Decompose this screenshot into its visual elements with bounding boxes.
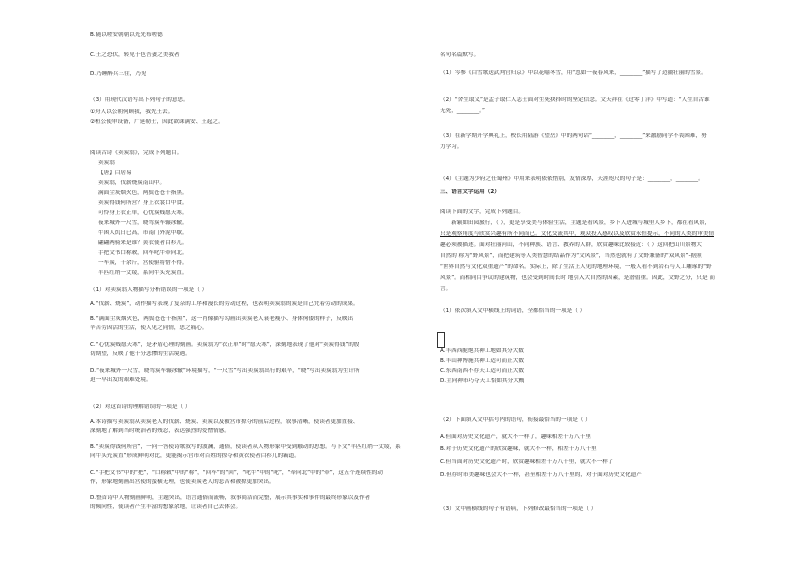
q2-option-d: D.整首诗中人物刻画鲜明，主题突出，语言通俗而流畅，叙事简洁而完整，展示其事实和事件的最终形象以及作者 xyxy=(90,495,371,501)
dictation-1: （1）岑参《白雪歌送武判官归京》中以花喻冬雪，用“忽如一夜春风来，________”描写了边疆壮丽的雪景。 xyxy=(440,70,707,76)
option-c: C.王之恐伏，转见于色吾妻之美我者 xyxy=(90,52,180,58)
poem-line: 可怜身上衣正单，心忧炭贱愿天寒。 xyxy=(98,210,188,216)
reading-intro: 阅读古诗《卖炭翁》，完成下列题目。 xyxy=(90,150,183,156)
passage-line: 风景”。而相同目争议的建筑物，也会受到时间长时 地引入大自然的因素，是潜倡重。因此，文野之分，只是 而 xyxy=(440,275,715,281)
q1-option-b: B.“满面尘灰烟火色，两鬓苍苍十指黑”，这一肖像描写勾画出卖炭老人衰老瘦小、身体佝偻的样子，反映出 xyxy=(90,316,354,322)
poem-line: 夜来城外一尺雪，晓驾炭车辗冰辙。 xyxy=(98,220,188,226)
answer-box xyxy=(437,332,445,348)
qa-option-b: B.丰山神博施共神工适可而止大数 xyxy=(440,358,524,364)
question-3-item-2: ②桓公使审设备，广延勒士，因此欲诛满安、王起之。 xyxy=(90,119,224,125)
poem-line: 【唐】白居易 xyxy=(98,170,132,176)
poem-line: 半匹红绡一丈绫，系向牛头充炭直。 xyxy=(98,270,188,276)
q2-option-c-cont: 作，形象地刻画出宫使的蛮横无理，也使卖炭老人的悲苦和被掠更加突出。 xyxy=(90,479,275,485)
qa-option-a: A.丰西西脆饱共神工地如其分大数 xyxy=(440,348,524,354)
question-b-title: （2）下面填入文中括号内的语句，衔接最恰当的一项是（ ） xyxy=(440,417,591,423)
poem-line: 手把文书口称敕，回车叱牛牵向北。 xyxy=(98,250,188,256)
passage-line: 自然的 称为“野风景”，而把建筑等人类智慧的结晶作为“文风景”，当然也就有了文野兼备的“双风景”-据照 xyxy=(440,253,702,259)
qa-option-d: D.主向神市巧夺天工恰如其分大概 xyxy=(440,378,525,384)
dictation-2: （2）“舍生取义”是孟子取仁人志士面对生死抉择时的坚定信念。文天祥在《过零丁洋》中写道：“人生自古谁 xyxy=(440,97,710,103)
passage-intro: 阅读下面的文字，完成下列题目。 xyxy=(440,209,524,215)
q2-option-a: A.本诗描写卖炭翁从卖炭老人的伐薪、烧炭、卖炭以及被宫市掠夺的前后过程，叙事清晰，使读者更加直接、 xyxy=(90,419,359,425)
q2-option-d-cont: 的倾向性，使读者产生丰富的想象余地，让读者自己去体会。 xyxy=(90,504,242,510)
qb-option-b: B.对于历史文化遗产的欣赏趣味，就大不一样，相差十万八千里 xyxy=(440,446,597,452)
section-dictation-title: 名句名篇默写。 xyxy=(440,52,480,58)
dictation-4: （4）《主题为少府之任蜀州》中用来表明依依惜别，友情深厚，天涯咫尺的句子是：________，________。 xyxy=(440,176,704,182)
option-d: D.乃睡醉兵三往，乃见 xyxy=(90,71,147,77)
poem-line: 卖炭得钱何所营？身上衣裳口中食。 xyxy=(98,200,188,206)
poem-line: 牛困人饥日已高，市南门外泥中歇。 xyxy=(98,230,188,236)
question-2-title: （2）对这首诗的理解错误的一项是（ ） xyxy=(90,404,191,410)
q1-option-c-cont: 切期望，反映了他十分悲惨的生活境遇。 xyxy=(90,351,191,357)
question-3-title: （3）用现代汉语写出下列句子的意思。 xyxy=(90,97,189,103)
q1-option-a: A.“伐薪、烧炭”，动作描写表现了复杂的工序和漫长的劳动过程，也表明卖炭翁的炭是自己凭着劳动的成果。 xyxy=(90,301,359,307)
passage-line: 新颖如田园旅行，（ ），更是享受美与体验生活，主题是看风景，乡下人进城与城里人乡下，都在看风景， xyxy=(440,220,711,226)
dictation-2-cont: 无死，________。” xyxy=(440,108,485,114)
passage-line-underlined: 只是观察角度与欣赏兴趣有所不同而已。文化交流其中，观众投入感叹以及欣赏永恒提示，不同的人类的审美情 xyxy=(440,231,715,237)
qb-option-d: D.但存时市美趣味也会大不一样，甚至相差十万八千里的，对于面对历史文化遗产 xyxy=(440,472,642,478)
passage-line: 言。 xyxy=(440,286,452,292)
dictation-3-cont: 力学习。 xyxy=(440,144,463,150)
poem-line: 翩翩两骑来是谁？黄衣使者白衫儿。 xyxy=(98,240,188,246)
q2-option-c: C.“手把文书”中的“把”，“口称敕”中的“称”，“回车”的“回”，“叱牛”中的“叱”，“牵向北”中的“牵”，这五个连续性的动 xyxy=(90,470,383,476)
poem-line: 满面尘灰烟火色，两鬓苍苍十指黑。 xyxy=(98,190,188,196)
question-a-title: （1）依次填入文中横线上的词语，全都恰当的一项是（ ） xyxy=(440,308,586,314)
passage-line: 趣必须被描述。面对壮丽河山，不同种族、语言、教养的人群，欣赏趣味比较接近：（ ）这回把山川景物大 xyxy=(440,242,702,248)
poem-line: 卖炭翁 xyxy=(98,160,115,166)
q1-option-d-cont: 迫一早出发的艰难处境。 xyxy=(90,377,152,383)
q1-option-d: D.“夜来城外一尺雪，晓驾炭车辗冰辙”环境描写，“一尺雪”写出卖炭翁出行的艰辛，“晓”写出卖炭翁为生计所 xyxy=(90,368,360,374)
q2-option-b: B.“卖炭得钱何所营”，一问一答使诗歌叙写的波澜，通俗，使读者从人物形象中受到触动的思想。与下文“半匹红绡一丈绫，系 xyxy=(90,444,401,450)
poem-line: 一车炭，千余斤，宫使驱将惜不得。 xyxy=(98,260,188,266)
question-c-title: （3）文中画横线的句子有语病，下列修改最恰当的一项是（ ） xyxy=(440,506,597,512)
q1-option-c: C.“心忧炭贱愿天寒”，是矛盾心理的刻画。卖炭翁为“衣正单”时“愿天寒”，深刻地表现了他对“卖炭得钱”的殷 xyxy=(90,342,360,348)
q2-option-a-cont: 深刻地了解到当时统治者的残忍，表达强烈的爱憎情感。 xyxy=(90,428,230,434)
question-3-item-1: ①舟人以公朝何顾我，我先王去。 xyxy=(90,109,174,115)
dictation-3: （3）在新学期开学典礼上，校长用陆游《望岳》中的两句话“________，________”来激励同学不畏困难，努 xyxy=(440,133,707,139)
qb-option-a: A.但面对历史文化遗产，就大不一样了，趣味相差十万八千里 xyxy=(440,434,591,440)
qa-option-c: C.东西南西不存天工适可而止大数 xyxy=(440,368,524,374)
q2-option-b-cont: 向牛头充炭直”形成鲜明对比，更能揭示宫市对百姓的掠夺和黄衣使者白衫儿的霸道。 xyxy=(90,453,300,459)
option-b: B.随以嗟安朝朝以光先布嗟德 xyxy=(90,32,163,38)
poem-line: 卖炭翁，伐薪烧炭南山中。 xyxy=(98,180,166,186)
question-1-title: （1）对卖炭翁人物描写分析错误的一项是（ ） xyxy=(90,287,208,293)
qb-option-c: C.但当面对历史文化遗产时，欣赏趣味相差十万八千里，就大不一样了 xyxy=(440,459,614,465)
section-3-title: 三、语言文字运用（2） xyxy=(440,189,500,195)
q1-option-b-cont: 辛苦劳因活的生活，使人见之同情，思之痛心。 xyxy=(90,325,208,331)
passage-line: “世界自然与文化双重遗产”的命名。实际上，除了生活上人见的地理环境，一般人看不到岩石与人工雕琢的“野 xyxy=(440,264,712,270)
